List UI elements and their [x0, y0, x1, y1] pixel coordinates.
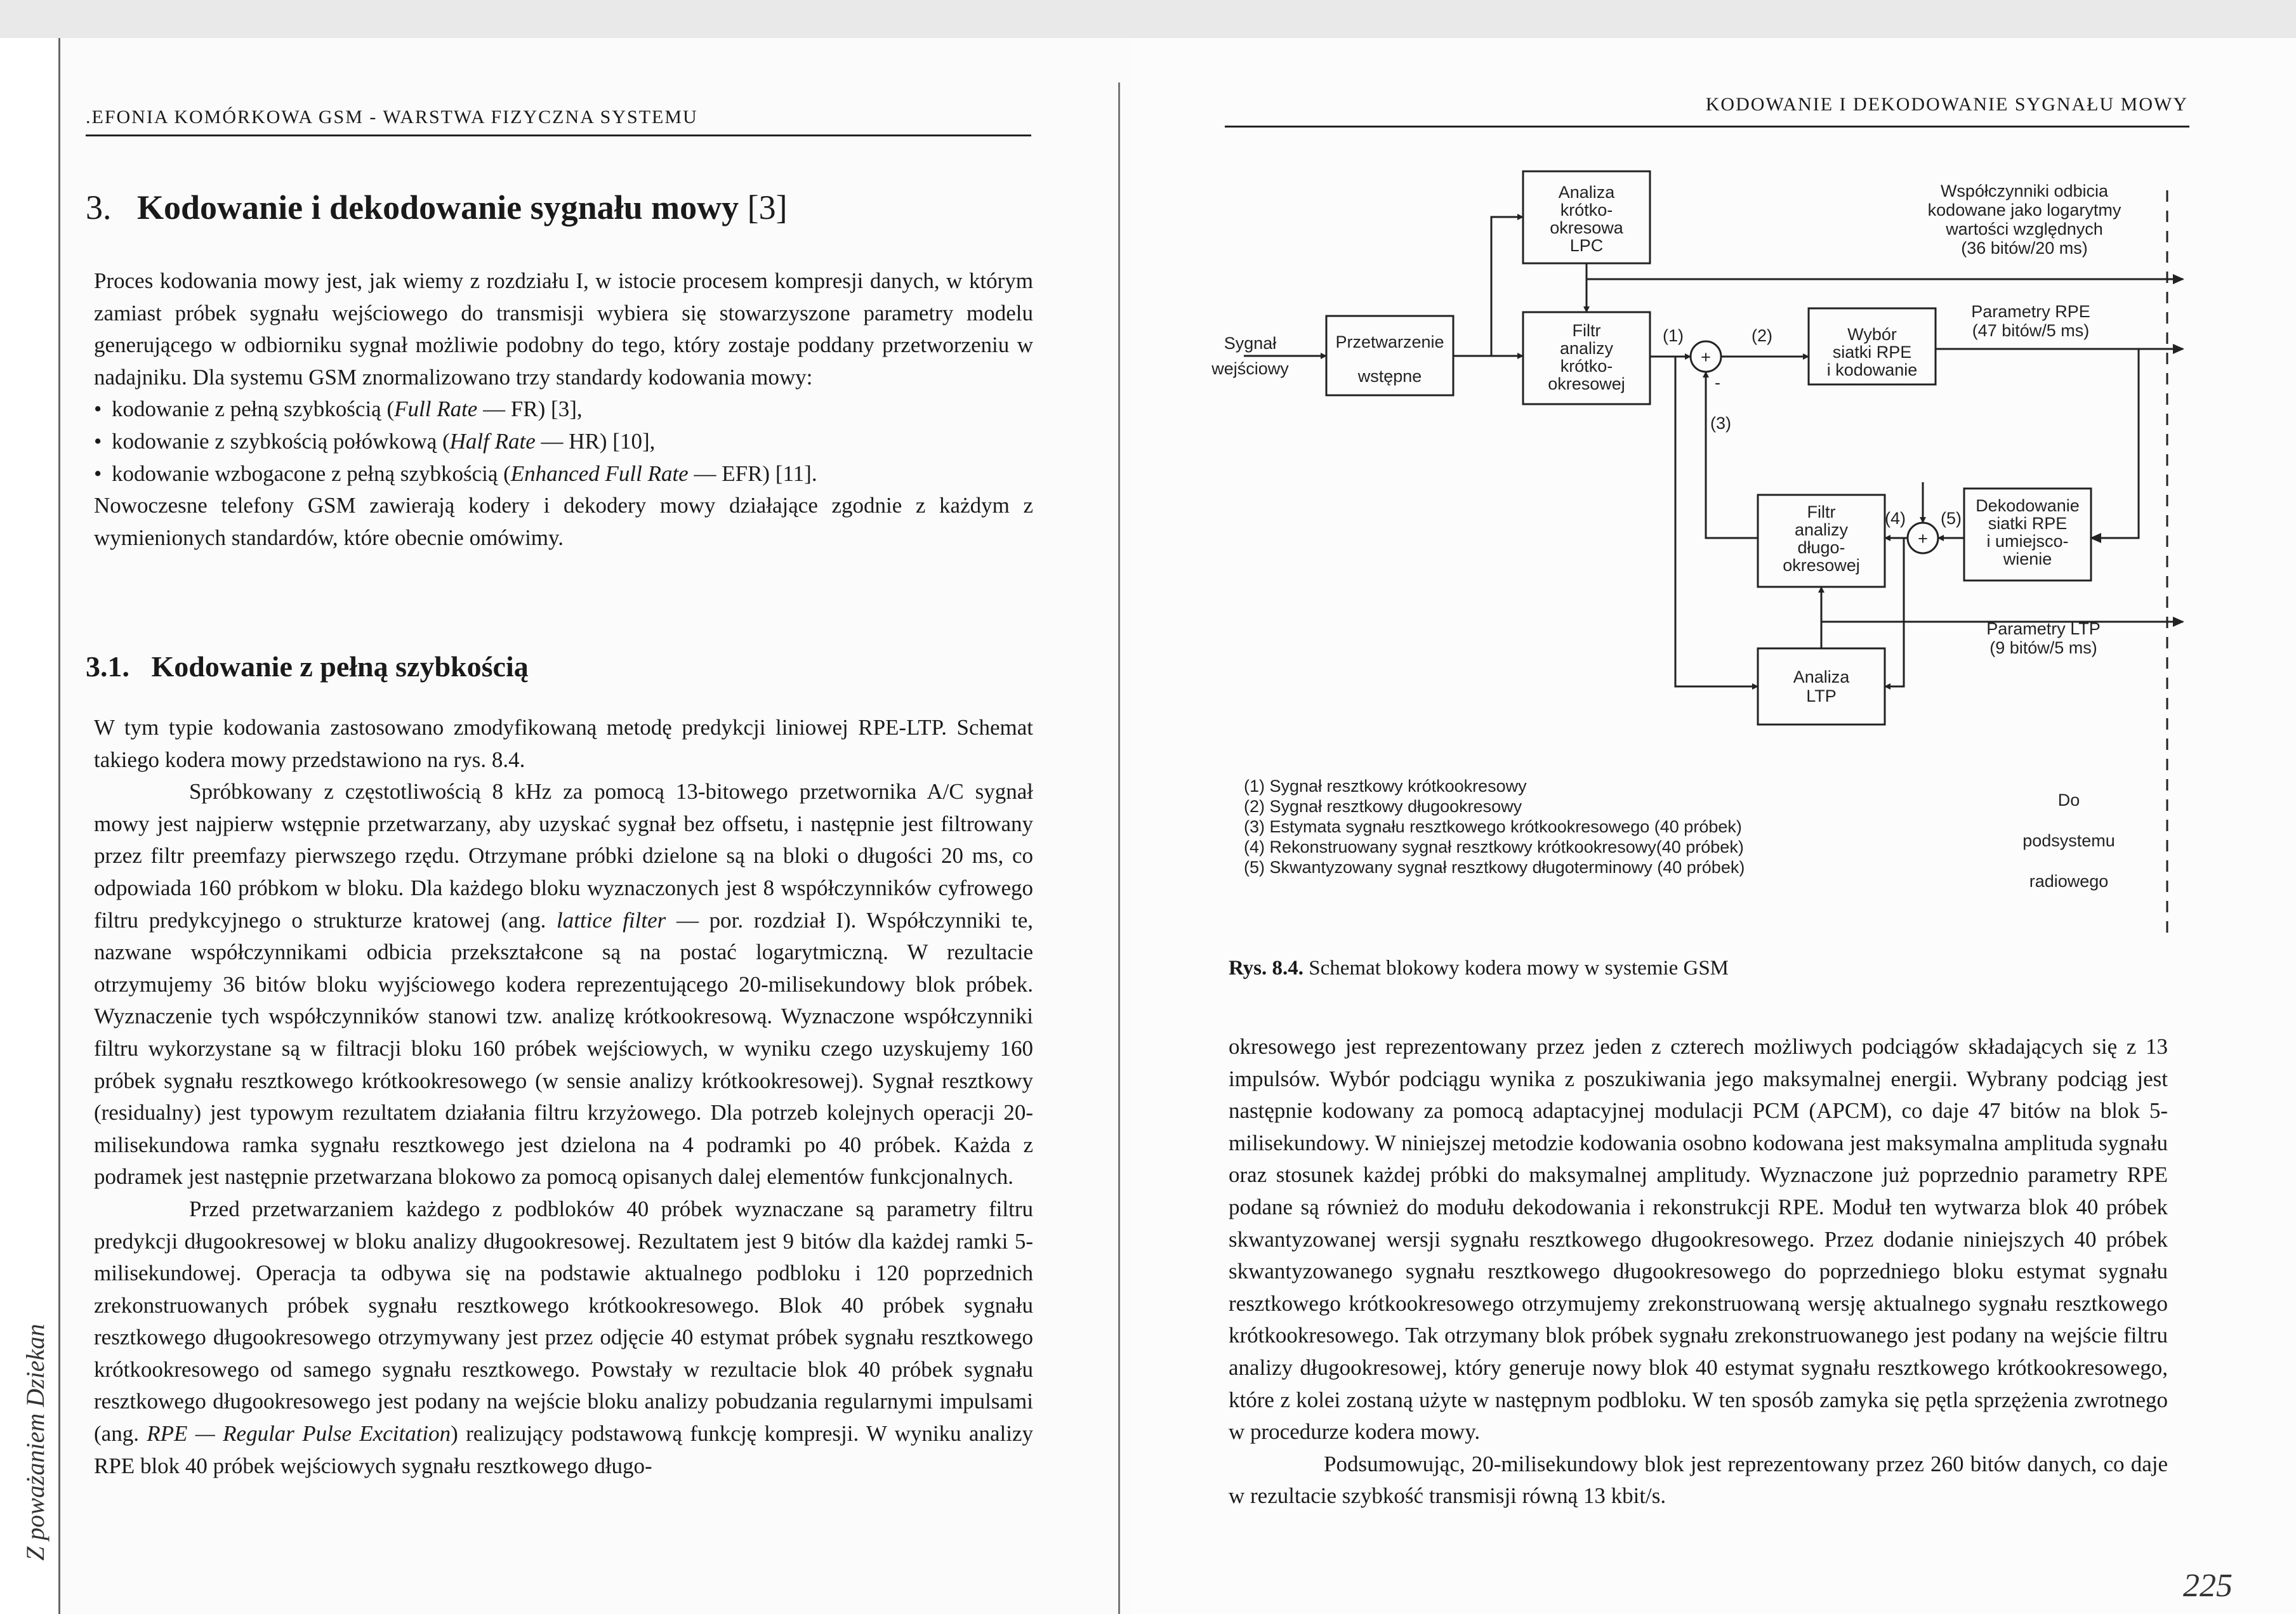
subsection-title [86, 650, 529, 683]
legend-item: (5) Skwantyzowany sygnał resztkowy długoterminowy (40 próbek) [1244, 858, 1745, 877]
node-label-4: (4) [1885, 509, 1906, 528]
block-lpc-label-line: LPC [1569, 236, 1604, 255]
paragraph-sampling: Spróbkowany z częstotliwością 8 kHz za pomocą 13-bitowego przetwornika A/C sygnał mowy jest najpierw wstępnie przetwarzany, aby uzyskać sygnał bez offsetu, i następnie jest filtrowany przez filtr preemfazy pierwszego rzędu. Otrzymane próbki dzielone są na bloki o długości 20 ms, co odpowiada 160 próbkom w bloku. Dla każdego bloku wyznaczonych jest 8 współczynników cyfrowego filtru predykcyjnego o strukturze kratowej (ang. lattice filter — por. rozdział I). Współczynniki te, nazwane współczynnikami odbicia przekształcone są na postać logarytmiczną. W rezultacie otrzymujemy 36 bitów bloku wyjściowego kodera reprezentującego 20-milisekundowy blok próbek. Wyznaczenie tych współczynników stanowi tzw. analizę krótkookresową. Wyznaczone współczynniki filtru wykorzystane są w filtracji bloku 160 próbek wejściowych, w wyniku czego uzyskujemy 160 próbek sygnału resztkowego krótkookresowego (w sensie analizy krótkookresowej). Sygnał resztkowy (residualny) jest typowym rezultatem działania filtru krzyżowego. Dla potrzeb kolejnych operacji 20-milisekundowa ramka sygnału resztkowego jest dzielona na 4 podramki po 40 próbek. Każda z podramek jest następnie przetwarzana blokowo za pomocą opisanych dalej elementów funkcjonalnych. [94, 779, 1033, 1190]
page-gutter [1118, 82, 1120, 1614]
block-ltp-label-line: Analiza [1793, 667, 1850, 686]
block-ltfilter-label-line: okresowej [1783, 556, 1860, 575]
list-item: • kodowanie z szybkością połówkową (Half Rate — HR) [10], [94, 426, 1033, 458]
paragraph-rpe-coding: okresowego jest reprezentowany przez jeden z czterech możliwych podciągów składających się z 13 impulsów. Wybór podciągu wynika z poszukiwania jego maksymalnej energii. Wybrany podciąg jest następnie kodowany za pomocą adaptacyjnej modulacji PCM (APCM), co daje 47 bitów na blok 5-milisekundowy. W niniejszej metodzie kodowania osobno kodowana jest maksymalna amplituda sygnału oraz stosunek każdej próbki do maksymalnej amplitudy. Wyznaczone już poprzednio parametry RPE podane są również do modułu dekodowania i rekonstrukcji RPE. Moduł ten wytwarza blok 40 próbek skwantyzowanej wersji sygnału resztkowego długookresowego. Przez dodanie niniejszych 40 próbek skwantyzowanego sygnału resztkowego długookresowego do poprzedniego bloku estymat sygnału resztkowego krótkookresowego otrzymujemy zrekonstruowaną wersję aktualnego sygnału resztkowego krótkookresowego. Tak otrzymany blok próbek sygnału zrekonstruowanego jest podany na wejście filtru analizy długookresowej, który generuje nowy blok 40 estymat sygnału resztkowego krótkookresowego, które z kolei zostaną użyte w następnym podbloku. W ten sposób zamyka się pętla sprzężenia zwrotnego w procedurze kodera mowy. [1229, 1034, 2168, 1445]
subsection-title-text: Kodowanie z pełną szybkością [151, 650, 529, 683]
block-rpe-label-line: i kodowanie [1826, 360, 1918, 379]
handwritten-margin-note: Z poważaniem Dziekan [21, 1323, 49, 1561]
block-lpc-label-line: Analiza [1558, 183, 1615, 202]
intro-section [94, 265, 1033, 554]
block-preproc-label-line: Przetwarzenie [1335, 332, 1444, 351]
right-running-head: KODOWANIE I DEKODOWANIE SYGNAŁU MOWY [1705, 94, 2188, 115]
scan-background [0, 0, 2296, 38]
section-number: 3. [86, 188, 112, 226]
sum-node-1-minus: - [1715, 373, 1720, 392]
block-rpe-label-line: siatki RPE [1832, 343, 1912, 362]
lpc-output-label-line: (36 bitów/20 ms) [1961, 239, 2088, 258]
block-rpedec-label-line: Dekodowanie [1976, 496, 2080, 515]
caption-label: Rys. 8.4. [1229, 957, 1304, 980]
block-ltfilter-label-line: analizy [1794, 520, 1849, 539]
figure-caption [1229, 957, 1729, 980]
legend-item: (3) Estymata sygnału resztkowego krótkookresowego (40 próbek) [1244, 817, 1742, 836]
section-title-text: Kodowanie i dekodowanie sygnału mowy [137, 188, 739, 226]
input-label-line: Sygnał [1224, 334, 1277, 353]
section-title [86, 188, 788, 227]
block-rpe-label-line: Wybór [1847, 325, 1897, 344]
list-item: • kodowanie z pełną szybkością (Full Rate — FR) [3], [94, 393, 1033, 426]
intro-paragraph: Proces kodowania mowy jest, jak wiemy z rozdziału I, w istocie procesem kompresji danych, w którym zamiast próbek sygnału wejściowego do transmisji wybiera się stowarzyszone parametry modelu generującego w odbiorniku sygnał możliwie podobny do tego, który zostaje poddany przetworzeniu w nadajniku. Dla systemu GSM znormalizowano trzy standardy kodowania mowy: [94, 268, 1033, 390]
block-rpedec-label-line: siatki RPE [1988, 514, 2068, 533]
block-stfilter-label-line: Filtr [1572, 321, 1601, 340]
caption-text: Schemat blokowy kodera mowy w systemie GSM [1309, 957, 1729, 980]
lpc-output-label-line: wartości względnych [1946, 220, 2103, 239]
paragraph-rpe-ltp: W tym typie kodowania zastosowano zmodyfikowaną metodę predykcji liniowej RPE-LTP. Schemat takiego kodera mowy przedstawiono na rys. 8.4. [94, 715, 1033, 772]
block-rpedec-label-line: wienie [2003, 549, 2052, 568]
sum-node-1-plus: + [1701, 348, 1711, 367]
body-right [1229, 1031, 2168, 1512]
block-stfilter-label-line: okresowej [1548, 374, 1625, 393]
block-ltp-label-line: LTP [1806, 686, 1837, 705]
block-rpedec-label-line: i umiejsco- [1986, 532, 2069, 551]
legend-item: (4) Rekonstruowany sygnał resztkowy krótkookresowy(40 próbek) [1244, 837, 1744, 856]
node-label-3: (3) [1710, 414, 1731, 433]
ltp-output-label-line: Parametry LTP [1986, 619, 2101, 638]
paragraph-ltp: Przed przetwarzaniem każdego z podbloków 40 próbek wyznaczane są parametry filtru predykcji długookresowej w bloku analizy długookresowej. Rezultatem jest 9 bitów dla każdej ramki 5-milisekundowej. Operacja ta odbywa się na podstawie aktualnego podbloku i 120 poprzednich zrekonstruowanych próbek sygnału resztkowego krótkookresowego. Blok 40 próbek sygnału resztkowego długookresowego otrzymywany jest przez odjęcie 40 estymat próbek sygnału resztkowego krótkookresowego od samego sygnału resztkowego. Powstały w rezultacie blok 40 próbek sygnału resztkowego długookresowego jest podany na wejście bloku analizy pobudzania regularnymi impulsami (ang. RPE — Regular Pulse Excitation) realizujący podstawową funkcję kompresji. W wyniku analizy RPE blok 40 próbek wejściowych sygnału resztkowego długo- [94, 1196, 1033, 1478]
coder-block-diagram [1206, 152, 2196, 939]
subsection-number: 3.1. [86, 650, 129, 683]
page-number: 225 [2183, 1568, 2233, 1604]
node-label-1: (1) [1663, 326, 1684, 345]
block-lpc-label-line: okresowa [1550, 218, 1623, 237]
destination-label-line: Do [2057, 791, 2080, 810]
node-label-5: (5) [1941, 509, 1962, 528]
standards-closing-paragraph: Nowoczesne telefony GSM zawierają kodery i dekodery mowy działające zgodnie z każdym z wymienionych standardów, które obecnie omówimy. [94, 493, 1033, 550]
legend-item: (1) Sygnał resztkowy krótkookresowy [1244, 777, 1527, 796]
right-head-rule [1225, 126, 2189, 128]
lpc-output-label-line: kodowane jako logarytmy [1927, 200, 2121, 220]
left-running-head: .EFONIA KOMÓRKOWA GSM - WARSTWA FIZYCZNA SYSTEMU [86, 107, 698, 128]
sum-node-2-plus: + [1918, 529, 1928, 548]
block-preproc-label-line: wstępne [1357, 367, 1422, 386]
block-ltfilter-label-line: Filtr [1807, 502, 1836, 522]
node-label-2: (2) [1752, 326, 1772, 345]
section-ref: [3] [747, 188, 788, 226]
paragraph-summary: Podsumowując, 20-milisekundowy blok jest reprezentowany przez 260 bitów danych, co daje w rezultacie szybkość transmisji równą 13 kbit/s. [1229, 1451, 2168, 1509]
standards-list [94, 393, 1033, 490]
destination-label-line: podsystemu [2022, 831, 2115, 850]
block-ltfilter-label-line: długo- [1797, 538, 1845, 557]
block-stfilter-label-line: analizy [1559, 339, 1614, 358]
block-stfilter-label-line: krótko- [1560, 357, 1613, 376]
rpe-output-label-line: (47 bitów/5 ms) [1972, 321, 2090, 340]
block-lpc-label-line: krótko- [1560, 200, 1613, 220]
input-label-line: wejściowy [1211, 359, 1289, 378]
lpc-output-label-line: Współczynniki odbicia [1940, 181, 2109, 200]
list-item: • kodowanie wzbogacone z pełną szybkością (Enhanced Full Rate — EFR) [11]. [94, 458, 1033, 490]
body-left [94, 712, 1033, 1482]
destination-label-line: radiowego [2029, 872, 2109, 891]
legend-item: (2) Sygnał resztkowy długookresowy [1244, 797, 1522, 816]
rpe-output-label-line: Parametry RPE [1971, 302, 2090, 321]
ltp-output-label-line: (9 bitów/5 ms) [1989, 638, 2097, 657]
left-head-rule [86, 134, 1031, 136]
